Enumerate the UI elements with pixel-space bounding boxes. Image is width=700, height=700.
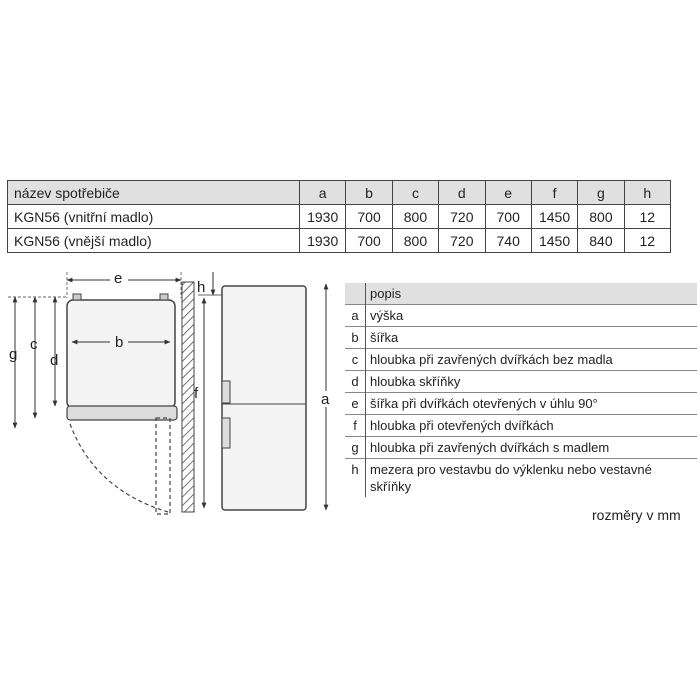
door-swing-arc <box>70 424 168 512</box>
cell-value: 840 <box>578 229 624 253</box>
cell-value: 800 <box>578 205 624 229</box>
legend-text: šířka při dvířkách otevřených v úhlu 90° <box>366 393 698 415</box>
cell-value: 800 <box>392 229 438 253</box>
legend-item <box>345 437 697 459</box>
header-col-e: e <box>485 181 531 205</box>
hinge-right <box>160 294 168 300</box>
closed-door <box>67 406 177 420</box>
wall <box>182 282 194 512</box>
dimensions-table <box>7 180 671 253</box>
cell-value: 12 <box>624 229 670 253</box>
legend-title: popis <box>366 283 698 305</box>
cell-value: 1930 <box>300 205 346 229</box>
header-col-b: b <box>346 181 392 205</box>
legend-text: hloubka při zavřených dvířkách s madlem <box>366 437 698 459</box>
label-f: f <box>194 385 199 402</box>
legend-item <box>345 327 697 349</box>
legend-text: výška <box>366 305 698 327</box>
legend-item <box>345 459 697 498</box>
label-b: b <box>115 334 124 351</box>
cell-value: 1450 <box>531 229 577 253</box>
row-name: KGN56 (vnější madlo) <box>8 229 300 253</box>
label-e: e <box>114 270 123 287</box>
cell-value: 700 <box>346 205 392 229</box>
legend-letter: e <box>345 393 366 415</box>
header-appliance-name: název spotřebiče <box>8 181 300 205</box>
fridge-body-top-view <box>67 300 175 408</box>
cell-value: 720 <box>439 205 485 229</box>
legend-text: šířka <box>366 327 698 349</box>
hinge-left <box>73 294 81 300</box>
legend-letter: f <box>345 415 366 437</box>
header-col-c: c <box>392 181 438 205</box>
cell-value: 700 <box>485 205 531 229</box>
header-col-a: a <box>300 181 346 205</box>
label-c: c <box>30 336 38 353</box>
header-col-f: f <box>531 181 577 205</box>
header-col-g: g <box>578 181 624 205</box>
table-row <box>8 229 671 253</box>
label-g: g <box>9 346 18 363</box>
header-col-h: h <box>624 181 670 205</box>
top-view <box>8 270 194 514</box>
fridge-body-side-view <box>222 286 306 510</box>
legend-item <box>345 415 697 437</box>
legend-item <box>345 305 697 327</box>
legend-header-spacer <box>345 283 366 305</box>
legend-item <box>345 393 697 415</box>
row-name: KGN56 (vnitřní madlo) <box>8 205 300 229</box>
cell-value: 1930 <box>300 229 346 253</box>
legend-item <box>345 349 697 371</box>
legend-letter: b <box>345 327 366 349</box>
header-col-d: d <box>439 181 485 205</box>
open-door <box>156 418 170 514</box>
legend-text: hloubka při zavřených dvířkách bez madla <box>366 349 698 371</box>
handle-upper <box>222 381 230 403</box>
legend-letter: d <box>345 371 366 393</box>
cell-value: 740 <box>485 229 531 253</box>
legend-letter: h <box>345 459 366 498</box>
legend-text: mezera pro vestavbu do výklenku nebo vestavné skříňky <box>366 459 698 498</box>
side-view <box>194 272 333 510</box>
legend-letter: g <box>345 437 366 459</box>
cell-value: 1450 <box>531 205 577 229</box>
legend-item <box>345 371 697 393</box>
table-row <box>8 205 671 229</box>
table-header-row <box>8 181 671 205</box>
legend-letter: a <box>345 305 366 327</box>
cell-value: 800 <box>392 205 438 229</box>
dimension-drawing <box>0 265 345 525</box>
cell-value: 12 <box>624 205 670 229</box>
label-d: d <box>50 352 59 369</box>
handle-lower <box>222 418 230 448</box>
legend-header-row <box>345 283 697 305</box>
cell-value: 700 <box>346 229 392 253</box>
cell-value: 720 <box>439 229 485 253</box>
units-note: rozměry v mm <box>592 507 681 523</box>
legend-letter: c <box>345 349 366 371</box>
legend-text: hloubka skříňky <box>366 371 698 393</box>
legend-text: hloubka při otevřených dvířkách <box>366 415 698 437</box>
legend-table <box>345 283 697 497</box>
label-h: h <box>197 279 206 296</box>
label-a: a <box>321 391 330 408</box>
